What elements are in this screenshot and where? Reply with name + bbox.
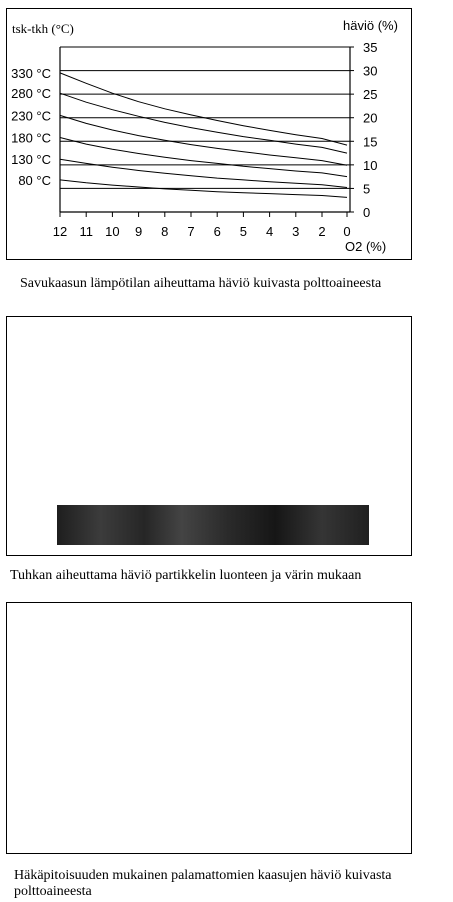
chart-1-right-tick-label: 35	[363, 40, 378, 55]
chart-1-right-tick-label: 10	[363, 157, 378, 173]
chart-1-left-tick-label: 280 °C	[11, 86, 51, 102]
chart-1-x-tick-label: 10	[105, 224, 120, 239]
chart-1-x-axis-label: O2 (%)	[345, 239, 387, 254]
chart-3-caption: Häkäpitoisuuden mukainen palamattomien kaasujen häviö kuivasta polttoaineesta	[14, 868, 392, 899]
chart-3-frame	[6, 602, 412, 854]
chart-1-x-tick-label: 11	[79, 224, 93, 239]
chart-1-right-tick-label: 20	[363, 110, 378, 126]
chart-2-caption: Tuhkan aiheuttama häviö partikkelin luonteen ja värin mukaan	[10, 568, 362, 583]
chart-1-right-tick-label: 15	[363, 134, 378, 150]
chart-1-x-tick-label: 3	[292, 224, 300, 239]
chart-1-left-tick-label: 230 °C	[11, 108, 51, 124]
chart-1-frame	[6, 8, 412, 260]
chart-1-x-tick-label: 12	[52, 224, 68, 239]
chart-1-x-tick-label: 6	[213, 224, 221, 239]
chart-1-x-tick-label: 4	[265, 224, 274, 239]
chart-1-left-axis-label: tsk-tkh (°C)	[12, 21, 74, 36]
chart-1-right-tick-label: 30	[363, 63, 378, 79]
chart-1-x-tick-label: 0	[343, 224, 351, 239]
ash-color-strip	[57, 505, 369, 545]
chart-1-right-tick-label: 5	[363, 181, 371, 197]
chart-1-right-tick-label: 0	[363, 205, 371, 220]
chart-1-left-tick-label: 80 °C	[18, 172, 51, 188]
chart-1-x-tick-label: 5	[239, 224, 248, 239]
chart-1-x-tick-label: 7	[187, 224, 195, 239]
chart-1-x-tick-label: 9	[134, 224, 143, 239]
chart-1-right-axis-label: häviö (%)	[343, 18, 398, 33]
chart-1-left-tick-label: 130 °C	[11, 152, 51, 168]
chart-1-left-tick-label: 330 °C	[11, 65, 51, 81]
chart-1-left-tick-label: 180 °C	[11, 130, 51, 146]
chart-1-caption: Savukaasun lämpötilan aiheuttama häviö kuivasta polttoaineesta	[20, 276, 382, 291]
chart-1-x-tick-label: 8	[161, 224, 169, 239]
chart-1-right-tick-label: 25	[363, 87, 378, 103]
chart-1-x-tick-label: 2	[318, 224, 326, 239]
